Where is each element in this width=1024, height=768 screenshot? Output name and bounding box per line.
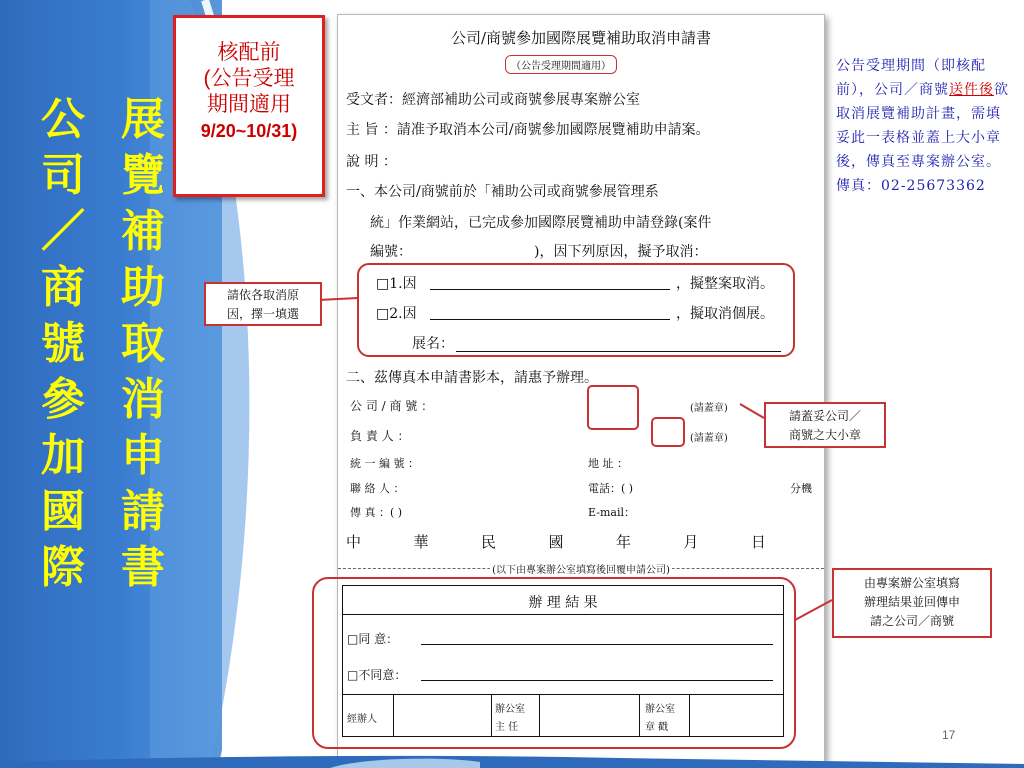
form-item1-line1: 一、本公司/商號前於「補助公司或商號參展管理系 — [346, 184, 659, 200]
date-char-4: 年 — [615, 533, 631, 551]
director-label-1: 辦公室 — [495, 704, 525, 715]
side-title-column-1 — [38, 92, 88, 596]
col-divider-4 — [639, 694, 640, 736]
result-table — [342, 585, 784, 737]
form-date-row — [346, 531, 766, 552]
side-title-col1-char-4: 號 — [41, 318, 85, 369]
email-label: E-mail： — [588, 506, 635, 519]
period-line-2: (公告受理 — [203, 67, 295, 90]
instruction-fax: 傳真：02-25673362 — [836, 178, 986, 194]
instruction-highlight: 送件後 — [949, 82, 994, 98]
leader-label: 負 責 人 ： — [350, 429, 410, 443]
side-title-col2-char-5: 消 — [121, 374, 165, 425]
col-divider-3 — [539, 694, 540, 736]
date-char-6: 日 — [750, 533, 766, 551]
company-label: 公 司 / 商 號 ： — [350, 399, 434, 413]
side-title-col2-char-4: 取 — [121, 318, 165, 369]
phone-label: 電話：( ) — [588, 482, 634, 495]
side-title-col2-char-0: 展 — [121, 94, 165, 145]
side-title-col1-char-7: 國 — [41, 486, 85, 537]
leader-seal-note: (請蓋章) — [690, 433, 728, 444]
agree-checkbox-label[interactable]: □同 意： — [347, 632, 399, 646]
stamp-callout — [764, 402, 886, 448]
company-seal-box — [587, 385, 639, 430]
company-seal-note: (請蓋章) — [690, 403, 728, 414]
office-callout — [832, 568, 992, 638]
side-title-col2-char-8: 書 — [121, 542, 165, 593]
option-1-suffix: ，擬整案取消。 — [676, 276, 774, 292]
date-char-0: 中 — [346, 533, 362, 551]
office-callout-line-3: 請之公司／商號 — [869, 614, 954, 628]
option-1-reason-line[interactable] — [430, 289, 670, 290]
tax-id-label: 統 一 編 號 ： — [350, 457, 419, 470]
side-title-col1-char-8: 際 — [41, 542, 85, 593]
page-number: 17 — [942, 728, 956, 742]
disagree-checkbox-label[interactable]: □不同意： — [347, 668, 407, 682]
form-explain: 說 明 ： — [346, 154, 397, 170]
result-title: 辦 理 結 果 — [528, 595, 598, 611]
period-line-1: 核配前 — [217, 41, 281, 64]
period-line-4: 9/20~10/31) — [200, 121, 298, 141]
instruction-part-2: 欲取消展覽補助計畫，需填妥此一表格並蓋上大小章後，傳真至專案辦公室。 — [836, 82, 1009, 170]
side-title-col2-char-7: 請 — [121, 486, 165, 537]
instruction-text — [836, 54, 1014, 198]
office-divider-note: (以下由專案辦公室填寫後回覆申請公司) — [492, 565, 670, 576]
choose-reason-callout — [204, 282, 322, 326]
handler-label: 經辦人 — [347, 714, 377, 725]
col-divider-5 — [689, 694, 690, 736]
fax-label: 傳 真 ：( ) — [350, 506, 403, 519]
director-label-2: 主 任 — [495, 722, 519, 733]
address-label: 地 址 ： — [588, 457, 628, 470]
form-title: 公司/商號參加國際展覽補助取消申請書 — [450, 29, 712, 47]
period-notice-box — [173, 15, 325, 197]
side-title-col1-char-5: 參 — [41, 374, 85, 425]
option-1-checkbox-label[interactable]: □1.因 — [376, 276, 417, 292]
stamp-callout-line-1: 請蓋妥公司／ — [788, 409, 861, 423]
bottom-wave-decoration — [0, 752, 1024, 768]
result-decision-rows — [343, 614, 783, 695]
date-char-2: 民 — [480, 533, 496, 551]
option-2-suffix: ，擬取消個展。 — [676, 306, 774, 322]
side-title-col2-char-2: 補 — [121, 206, 165, 257]
form-subject: 主 旨 ：請准予取消本公司/商號參加國際展覽補助申請案。 — [346, 122, 710, 138]
side-title-col1-char-3: 商 — [41, 262, 85, 313]
form-subtitle: （公告受理期間適用） — [505, 55, 617, 74]
date-char-3: 國 — [548, 533, 564, 551]
office-callout-line-2: 辦理結果並回傳申 — [863, 595, 960, 609]
disagree-line[interactable] — [421, 680, 773, 681]
form-item1-line3-b: )，因下列原因，擬予取消： — [534, 244, 708, 260]
stamp-label-2: 章 戳 — [645, 722, 669, 733]
office-callout-line-1: 由專案辦公室填寫 — [863, 576, 960, 590]
side-title-col2-char-1: 覽 — [121, 150, 165, 201]
choose-callout-line-1: 請依各取消原 — [226, 288, 299, 302]
exhibit-name-label: 展名： — [412, 336, 454, 352]
side-title-col1-char-0: 公 — [41, 94, 85, 145]
option-2-checkbox-label[interactable]: □2.因 — [376, 306, 417, 322]
stamp-callout-line-2: 商號之大小章 — [788, 428, 861, 442]
date-char-5: 月 — [683, 533, 699, 551]
agree-line[interactable] — [421, 644, 773, 645]
option-2-reason-line[interactable] — [430, 319, 670, 320]
exhibit-name-line[interactable] — [456, 351, 781, 352]
choose-callout-line-2: 因，擇一填選 — [226, 307, 299, 321]
form-item1-line2: 統」作業網站，已完成參加國際展覽補助申請登錄(案件 — [370, 215, 712, 231]
form-item1-line3-a: 編號： — [370, 244, 412, 260]
instruction-part-1: 公告受理期間（即核配前），公司／商號 — [836, 58, 986, 98]
stamp-label-1: 辦公室 — [645, 704, 675, 715]
period-line-3: 期間適用 — [207, 93, 291, 116]
side-title-col1-char-2: ／ — [41, 206, 85, 257]
leader-seal-box — [651, 417, 685, 447]
extension-label: 分機 — [790, 482, 812, 495]
side-title-col2-char-6: 申 — [121, 430, 165, 481]
form-item2: 二、茲傳真本申請書影本，請惠予辦理。 — [346, 370, 598, 386]
contact-label: 聯 絡 人 ： — [350, 482, 405, 495]
col-divider-2 — [491, 694, 492, 736]
form-recipient: 受文者：經濟部補助公司或商號參展專案辦公室 — [346, 92, 640, 108]
side-title-col2-char-3: 助 — [121, 262, 165, 313]
side-title-col1-char-1: 司 — [41, 150, 85, 201]
date-char-1: 華 — [413, 533, 429, 551]
application-form — [337, 14, 825, 762]
col-divider-1 — [393, 694, 394, 736]
side-title-col1-char-6: 加 — [41, 430, 85, 481]
side-title-column-2 — [118, 92, 168, 596]
